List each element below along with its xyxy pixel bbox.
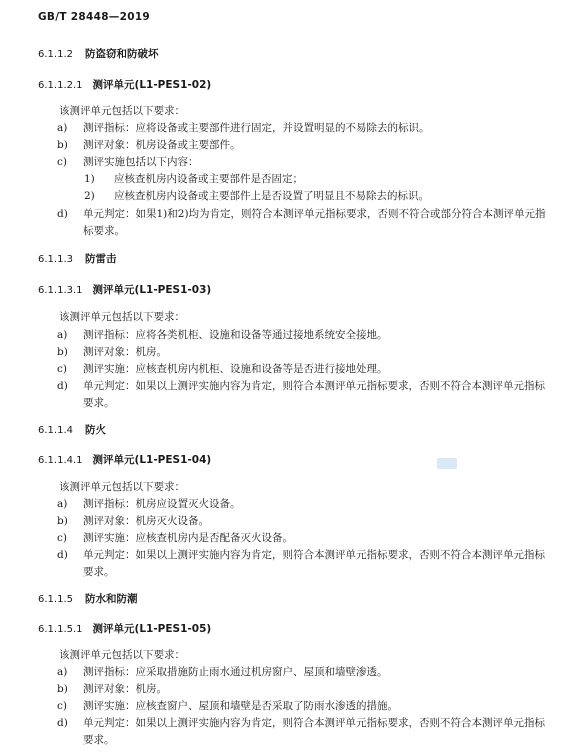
section-number: 6.1.1.5 (38, 594, 73, 605)
section-heading (38, 251, 117, 266)
requirement-item (57, 361, 549, 378)
sub-item-label: 2) (84, 190, 95, 202)
requirement-item (57, 496, 549, 513)
subsection-number: 6.1.1.2.1 (38, 80, 83, 91)
item-text: 测评实施包括以下内容： (83, 156, 199, 168)
requirement-item (57, 327, 549, 344)
item-text: 测评指标：机房应设置灭火设备。 (83, 498, 241, 510)
subsection-title: 测评单元(L1-PES1-04) (92, 454, 212, 466)
requirement-item (57, 137, 549, 154)
sub-item-text: 应核查机房内设备或主要部件上是否设置了明显且不易除去的标识。 (114, 190, 429, 202)
item-text: 单元判定：如果以上测评实施内容为肯定，则符合本测评单元指标要求，否则不符合本测评单元指标要求。 (83, 549, 545, 578)
requirement-item (57, 530, 549, 547)
subsection-heading (38, 621, 211, 636)
item-text: 单元判定：如果以上测评实施内容为肯定，则符合本测评单元指标要求，否则不符合本测评单元指标要求。 (83, 380, 545, 409)
section-title: 防盗窃和防破坏 (85, 48, 159, 60)
subsection-heading (38, 282, 211, 297)
sub-item-label: 1) (84, 173, 95, 185)
item-text: 测评指标：应将各类机柜、设施和设备等通过接地系统安全接地。 (83, 329, 388, 341)
item-text: 测评对象：机房。 (83, 683, 167, 695)
requirement-item (57, 120, 549, 137)
subsection-number: 6.1.1.3.1 (38, 285, 83, 296)
section-number: 6.1.1.2 (38, 49, 73, 60)
watermark-logo (437, 458, 457, 469)
item-label: d) (57, 208, 68, 220)
item-label: d) (57, 717, 68, 729)
section-title: 防雷击 (85, 253, 117, 265)
requirement-item (57, 513, 549, 530)
item-text: 测评对象：机房灭火设备。 (83, 515, 209, 527)
intro-text: 该测评单元包括以下要求： (59, 481, 185, 493)
item-text: 测评实施：应核查窗户、屋顶和墙壁是否采取了防雨水渗透的措施。 (83, 700, 398, 712)
item-label: b) (57, 683, 68, 695)
intro-text: 该测评单元包括以下要求： (59, 105, 185, 117)
section-title: 防水和防潮 (85, 593, 138, 605)
subsection-title: 测评单元(L1-PES1-03) (92, 284, 212, 296)
item-label: d) (57, 549, 68, 561)
subsection-number: 6.1.1.4.1 (38, 455, 83, 466)
item-text: 单元判定：如果1)和2)均为肯定，则符合本测评单元指标要求，否则不符合或部分符合本测评单元指标要求。 (83, 208, 546, 237)
requirement-item (57, 206, 549, 240)
requirement-item (57, 344, 549, 361)
item-label: c) (57, 700, 67, 712)
item-text: 测评对象：机房设备或主要部件。 (83, 139, 241, 151)
item-text: 测评指标：应采取措施防止雨水通过机房窗户、屋顶和墙壁渗透。 (83, 666, 388, 678)
item-label: a) (57, 498, 68, 510)
section-title: 防火 (85, 424, 106, 436)
subsection-title: 测评单元(L1-PES1-02) (92, 79, 212, 91)
requirement-item (57, 715, 549, 749)
item-label: d) (57, 380, 68, 392)
item-label: c) (57, 156, 67, 168)
subsection-number: 6.1.1.5.1 (38, 624, 83, 635)
item-label: a) (57, 122, 68, 134)
item-label: b) (57, 515, 68, 527)
sub-item-text: 应核查机房内设备或主要部件是否固定； (114, 173, 303, 185)
subsection-title: 测评单元(L1-PES1-05) (92, 623, 212, 635)
requirement-item (57, 378, 549, 412)
item-label: b) (57, 139, 68, 151)
requirement-item (57, 154, 549, 171)
item-label: a) (57, 666, 68, 678)
sub-requirement-item (84, 188, 544, 205)
requirement-item (57, 664, 549, 681)
standard-number-header: GB/T 28448—2019 (38, 11, 151, 23)
section-heading (38, 591, 138, 606)
section-heading (38, 46, 159, 61)
requirement-item (57, 547, 549, 581)
sub-requirement-item (84, 171, 544, 188)
intro-text: 该测评单元包括以下要求： (59, 311, 185, 323)
intro-text: 该测评单元包括以下要求： (59, 649, 185, 661)
section-number: 6.1.1.4 (38, 425, 73, 436)
item-text: 测评对象：机房。 (83, 346, 167, 358)
item-text: 测评实施：应核查机房内是否配备灭火设备。 (83, 532, 293, 544)
item-text: 测评指标：应将设备或主要部件进行固定，并设置明显的不易除去的标识。 (83, 122, 430, 134)
item-text: 测评实施：应核查机房内机柜、设施和设备等是否进行接地处理。 (83, 363, 388, 375)
item-label: c) (57, 363, 67, 375)
item-label: a) (57, 329, 68, 341)
section-number: 6.1.1.3 (38, 254, 73, 265)
item-label: c) (57, 532, 67, 544)
subsection-heading (38, 77, 211, 92)
requirement-item (57, 698, 549, 715)
subsection-heading (38, 452, 211, 467)
item-label: b) (57, 346, 68, 358)
requirement-item (57, 681, 549, 698)
item-text: 单元判定：如果以上测评实施内容为肯定，则符合本测评单元指标要求，否则不符合本测评单元指标要求。 (83, 717, 545, 746)
section-heading (38, 422, 106, 437)
